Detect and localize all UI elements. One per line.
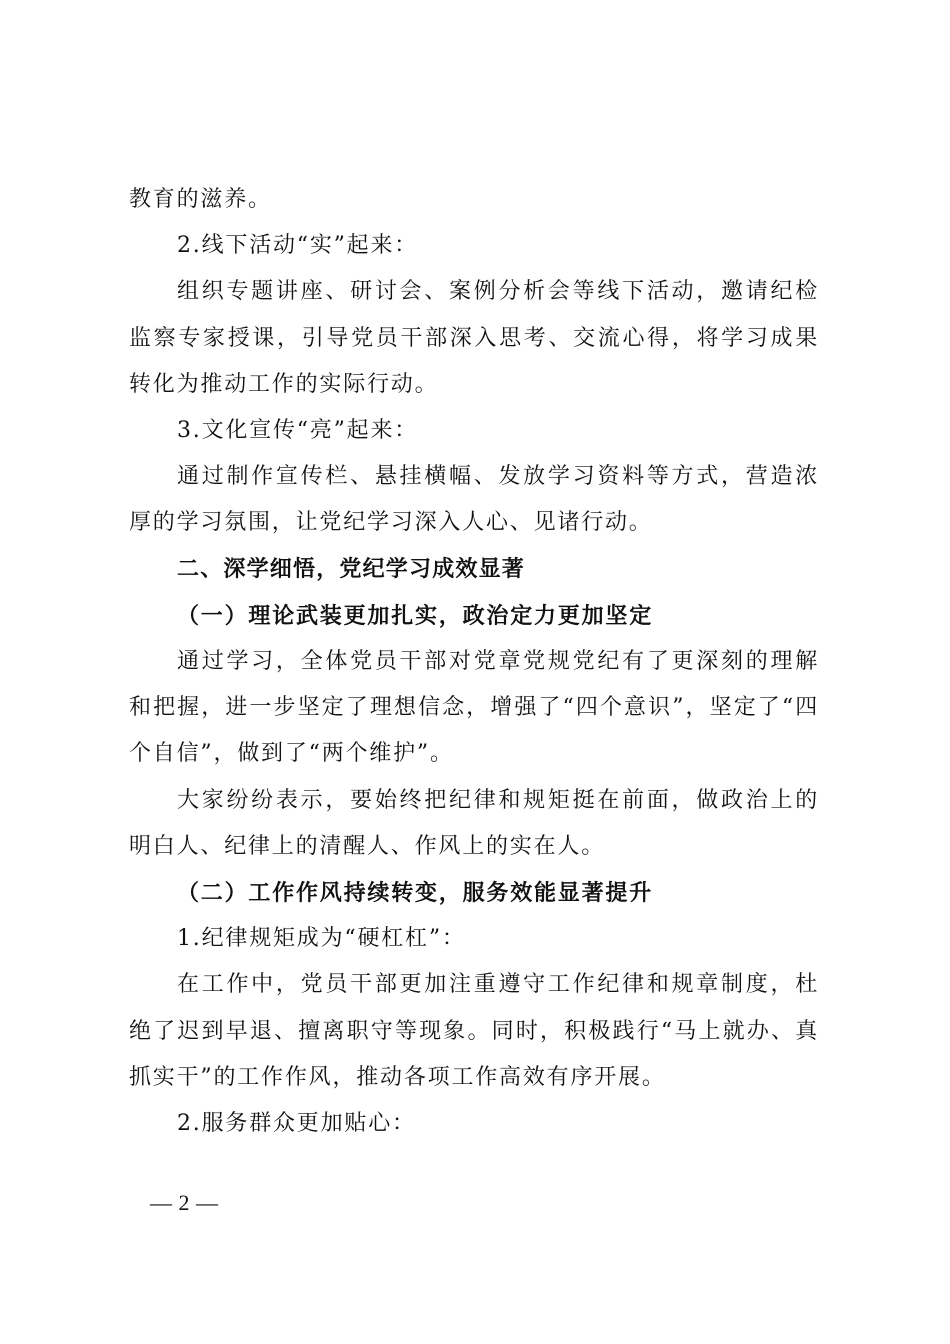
paragraph-theory: 通过学习，全体党员干部对党章党规党纪有了更深刻的理解和把握，进一步坚定了理想信念，增强了“四个意识”，坚定了“四个自信”，做到了“两个维护”。 bbox=[129, 649, 819, 767]
paragraph-everyone-expressed: 大家纷纷表示，要始终把纪律和规矩挺在前面，做政治上的明白人、纪律上的清醒人、作风上的实在人。 bbox=[129, 787, 819, 859]
subheading-discipline-rules: 1.纪律规矩成为“硬杠杠”： bbox=[177, 926, 466, 952]
subsection-heading-2: （二）工作作风持续转变，服务效能显著提升 bbox=[177, 880, 654, 907]
subsection-heading-1: （一）理论武装更加扎实，政治定力更加坚定 bbox=[177, 602, 654, 629]
subheading-serving-masses: 2.服务群众更加贴心： bbox=[177, 1111, 416, 1137]
section-heading-2: 二、深学细悟，党纪学习成效显著 bbox=[177, 556, 526, 582]
page-number: — 2 — bbox=[150, 1190, 219, 1215]
document-body bbox=[129, 177, 819, 1147]
subheading-offline-activities: 2.线下活动“实”起来： bbox=[177, 233, 419, 259]
subheading-culture-publicity: 3.文化宣传“亮”起来： bbox=[177, 418, 419, 444]
paragraph-culture-publicity: 通过制作宣传栏、悬挂横幅、发放学习资料等方式，营造浓厚的学习氛围，让党纪学习深入人心、见诸行动。 bbox=[129, 464, 819, 536]
paragraph-discipline-rules: 在工作中，党员干部更加注重遵守工作纪律和规章制度，杜绝了迟到早退、擅离职守等现象。同时，积极践行“马上就办、真抓实干”的工作作风，推动各项工作高效有序开展。 bbox=[129, 972, 819, 1090]
paragraph-continuation: 教育的滋养。 bbox=[129, 187, 272, 212]
paragraph-offline-activities: 组织专题讲座、研讨会、案例分析会等线下活动，邀请纪检监察专家授课，引导党员干部深入思考、交流心得，将学习成果转化为推动工作的实际行动。 bbox=[129, 279, 819, 397]
